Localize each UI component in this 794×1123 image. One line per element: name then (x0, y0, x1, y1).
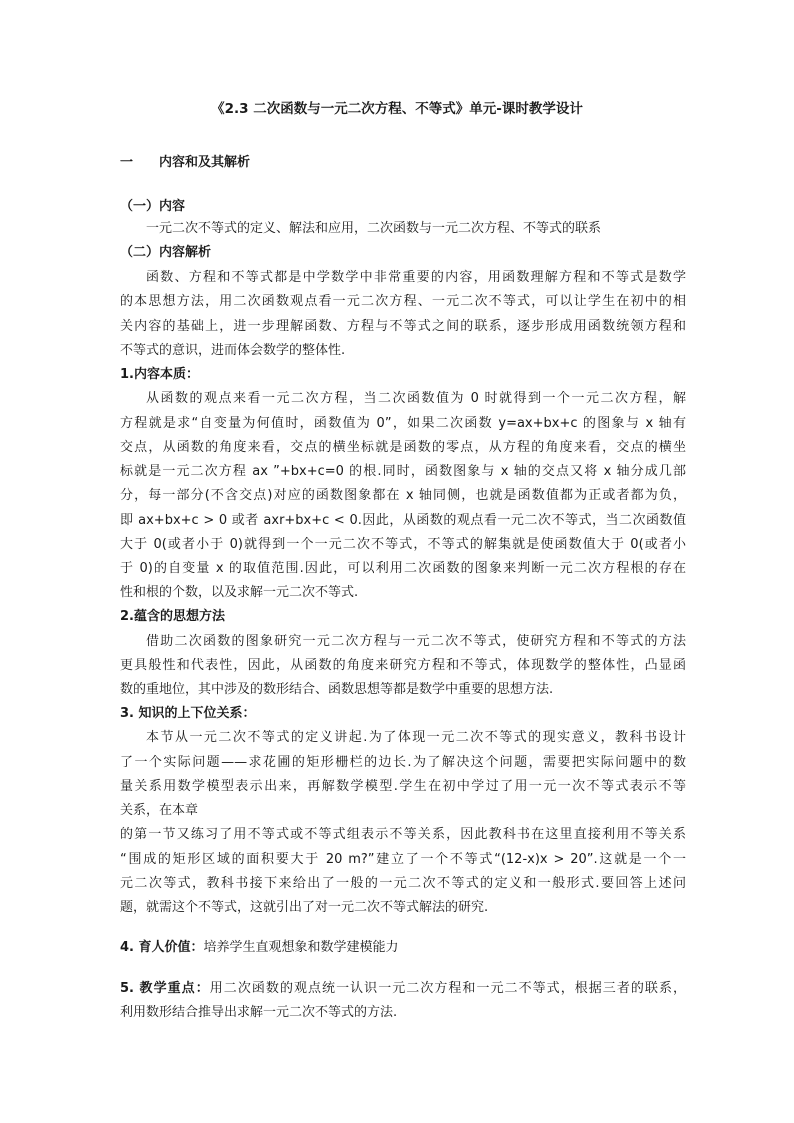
part-2-line: 关内容的基础上，进一步理解函数、方程与不等式之间的联系，逐步形成用函数统领方程和 (120, 319, 686, 334)
item-1-line: 从函数的观点来看一元二次方程，当二次函数值为 0 时就得到一个一元二次方程，解 (146, 391, 686, 406)
part-2-heading: （二）内容解析 (120, 245, 212, 260)
item-3-line: 关系，在本章 (120, 803, 199, 818)
item-1-line: 即 ax+bx+c > 0 或者 axr+bx+c < 0.因此，从函数的观点看一元二次不等式，当二次函数值 (120, 513, 686, 528)
item-3-line: 题，就需这个不等式，这就引出了对一元二次不等式解法的研究. (120, 900, 489, 915)
item-3-line: “围成的矩形区域的面积要大于 20 m?”建立了一个不等式“(12-x)x > 20”.这就是一个一 (120, 852, 686, 867)
item-1-line: 分，每一部分(不含交点)对应的函数图象都在 x 轴同侧，也就是函数值都为正或者都为负， (120, 488, 686, 503)
item-1-line: 交点，从函数的角度来看，交点的横坐标就是函数的零点，从方程的角度来看，交点的横坐 (120, 440, 686, 455)
item-4-text: 培养学生直观想象和数学建模能力 (203, 940, 399, 955)
item-3-line: 元二次等式，教科书接下来给出了一般的一元二次不等式的定义和一般形式.要回答上述问 (120, 876, 686, 891)
part-2-line: 函数、方程和不等式都是中学数学中非常重要的内容，用函数理解方程和不等式是数学 (146, 270, 686, 285)
item-5-text: 用二次函数的观点统一认识一元二次方程和一元二不等式，根据三者的联系， (209, 981, 686, 996)
item-4-label: 4. 育人价值： (120, 940, 204, 955)
item-2-line: 数的重地位，其中涉及的数形结合、函数思想等都是数学中重要的思想方法. (120, 682, 554, 697)
item-4-line (120, 937, 686, 959)
section-1-heading (120, 152, 686, 174)
item-2-line: 借助二次函数的图象研究一元二次方程与一元二次不等式，使研究方程和不等式的方法 (146, 634, 686, 649)
part-1-text: 一元二次不等式的定义、解法和应用，二次函数与一元二次方程、不等式的联系 (146, 221, 602, 236)
item-2-heading: 2.蕴含的思想方法 (120, 609, 225, 624)
document-title: 《2.3 二次函数与一元二次方程、不等式》单元-课时教学设计 (211, 101, 583, 117)
item-3-line: 了一个实际问题——求花圃的矩形栅栏的边长.为了解决这个问题，需要把实际问题中的数 (120, 755, 686, 770)
item-5-line-2: 利用数形结合推导出求解一元二次不等式的方法. (120, 1005, 398, 1020)
item-1-heading: 1.内容本质： (120, 367, 199, 382)
item-3-line: 的第一节又练习了用不等式或不等式组表示不等关系，因此教科书在这里直接利用不等关系 (120, 827, 686, 842)
item-5-label: 5. 教学重点： (120, 981, 210, 996)
part-2-line: 的本思想方法，用二次函数观点看一元二次方程、一元二次不等式，可以让学生在初中的相 (120, 294, 686, 309)
item-1-line: 方程就是求“自变量为何值时，函数值为 0”，如果二次函数 y=ax+bx+c 的图象与 x 轴有 (120, 416, 686, 431)
part-1-heading: （一）内容 (120, 199, 186, 214)
item-1-line: 标就是一元二次方程 ax ”+bx+c=0 的根.同时，函数图象与 x 轴的交点又将 x 轴分成几部 (120, 464, 686, 479)
item-5-line (120, 978, 686, 1000)
part-2-line: 不等式的意识，进而体会数学的整体性. (120, 343, 346, 358)
item-1-line: 性和根的个数，以及求解一元二次不等式. (120, 585, 359, 600)
section-1-title: 内容和及其解析 (159, 155, 251, 170)
item-3-heading: 3. 知识的上下位关系： (120, 706, 256, 721)
item-1-line: 大于 0(或者小于 0)就得到一个一元二次不等式，不等式的解集就是使函数值大于 0(或者小 (120, 537, 686, 552)
item-3-line: 本节从一元二次不等式的定义讲起.为了体现一元二次不等式的现实意义，教科书设计 (146, 730, 686, 745)
item-3-line: 量关系用数学模型表示出来，再解数学模型.学生在初中学过了用一元一次不等式表示不等 (120, 779, 686, 794)
item-2-line: 更具般性和代表性，因此，从函数的角度来研究方程和不等式，体现数学的整体性，凸显函 (120, 658, 686, 673)
item-1-line: 于 0)的自变量 x 的取值范围.因此，可以利用二次函数的图象来判断一元二次方程根的存在 (120, 561, 686, 576)
section-1-number: 一 (120, 155, 134, 170)
